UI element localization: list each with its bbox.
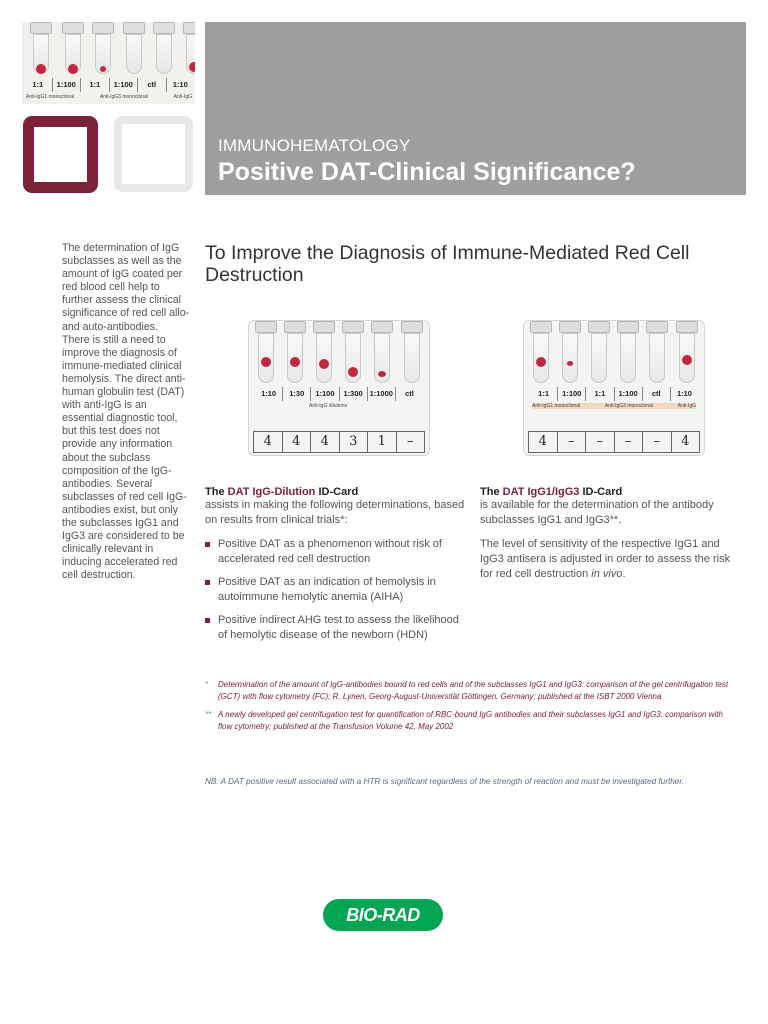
dat-igg1-igg3-heading: The DAT IgG1/IgG3 ID-Card: [480, 486, 623, 498]
sidebar-paragraph: The determination of IgG subclasses as well as the amount of IgG coated per red blood cell help to further assess the clinical significance of red cell allo- and auto-antibodies.: [62, 242, 190, 333]
card1-sublabel: Anti-IgG dilutions: [309, 403, 348, 409]
gel-tube: [284, 321, 306, 385]
decorative-square-maroon: [23, 116, 98, 193]
footnote: ** A newly developed gel centrifugation test for quantification of RBC-bound IgG antibodies and their subclasses IgG1 and IgG3: comparison with flow cytometry; published at the Transfusion Volume 42, May 2002: [205, 710, 723, 731]
gel-tube: [62, 22, 84, 86]
gel-tube: [530, 321, 552, 385]
card1-results: 4 4 4 3 1 –: [253, 431, 425, 453]
nb-note: NB: A DAT positive result associated with a HTR is significant regardless of the strength of reaction and must be investigated further.: [205, 777, 685, 786]
gel-tube: [617, 321, 639, 385]
sidebar-paragraph: There is still a need to improve the diagnosis of immune-mediated clinical hemolysis. The direct anti-human globulin test (DAT) with anti-IgG is an essential diagnostic tool, but this test does not provide any information about the subclass composition of the IgG-antibodies. Several subclasses of red cell IgG-antibodies exist, but only the subclasses IgG1 and IgG3 are considered to be clinically relevant in inducing accelerated red cell destruction.: [62, 333, 187, 582]
gel-tube: [559, 321, 581, 385]
section-kicker: IMMUNOHEMATOLOGY: [218, 136, 411, 155]
gel-tube: [183, 22, 195, 86]
gel-tube: [401, 321, 423, 385]
section-subtitle: To Improve the Diagnosis of Immune-Mediated Red Cell Destruction: [205, 242, 690, 286]
gel-tube: [371, 321, 393, 385]
gel-tube: [92, 22, 114, 86]
header-photo-id-card: [22, 22, 195, 104]
card1-tube-labels: 1:10 1:30 1:100 1:300 1:1000 ctl: [255, 387, 423, 401]
card2-tube-labels: 1:1 1:100 1:1 1:100 ctl 1:10: [530, 387, 698, 401]
dat-igg1-igg3-paragraph: The level of sensitivity of the respective IgG1 and IgG3 antisera is adjusted in order to assess the risk for red cell destruction in vivo.: [480, 538, 731, 580]
gel-tube: [255, 321, 277, 385]
dat-igg-dilution-description: [205, 486, 470, 651]
footnotes: [205, 679, 735, 733]
list-item: Positive indirect AHG test to assess the likelihood of hemolytic disease of the newborn (HDN): [205, 613, 470, 643]
gel-tube: [313, 321, 335, 385]
gel-tube: [153, 22, 175, 86]
decorative-square-gray: [114, 116, 193, 192]
gel-tube: [123, 22, 145, 86]
gel-tube: [588, 321, 610, 385]
gel-tube: [646, 321, 668, 385]
sidebar-text: [62, 242, 190, 582]
dat-igg-dilution-intro: assists in making the following determinations, based on results from clinical trials*:: [205, 499, 465, 526]
determinations-list: [205, 537, 470, 643]
gel-tube: [342, 321, 364, 385]
photo-tube-sublabels: Anti-IgG1 monoclonal Anti-IgG3 monoclonal Anti-IgG: [26, 94, 192, 100]
list-item: Positive DAT as an indication of hemolysis in autoimmune hemolytic anemia (AIHA): [205, 575, 470, 605]
card2-results: 4 – – – – 4: [528, 431, 700, 453]
footnote: * Determination of the amount of IgG-antibodies bound to red cells and of the subclasses IgG1 and IgG3: comparison of the gel centrifugation test (GCT) with flow cytometry (FC); R. Lynen, Georg-August-Universität Göttingen, Germany; published at the ISBT 2000 Vienna: [205, 680, 729, 701]
dat-igg-dilution-card-image: [248, 320, 430, 456]
dat-igg1-igg3-card-image: [523, 320, 705, 456]
page-title: Positive DAT-Clinical Significance?: [218, 158, 636, 186]
list-item: Positive DAT as a phenomenon without risk of accelerated red cell destruction: [205, 537, 470, 567]
gel-tube: [30, 22, 52, 86]
dat-igg1-igg3-description: [480, 486, 745, 582]
bio-rad-logo: BIO-RAD: [323, 899, 443, 931]
photo-tube-labels: 1:1 1:100 1:1 1:100 ctl 1:10: [24, 78, 194, 92]
dat-igg1-igg3-paragraph: is available for the determination of the antibody subclasses IgG1 and IgG3**.: [480, 499, 714, 526]
gel-tube: [676, 321, 698, 385]
dat-igg-dilution-heading: The DAT IgG-Dilution ID-Card: [205, 486, 359, 498]
card2-sublabels: Anti-IgG1 monoclonal Anti-IgG3 monoclonal Anti-IgG: [532, 403, 696, 409]
